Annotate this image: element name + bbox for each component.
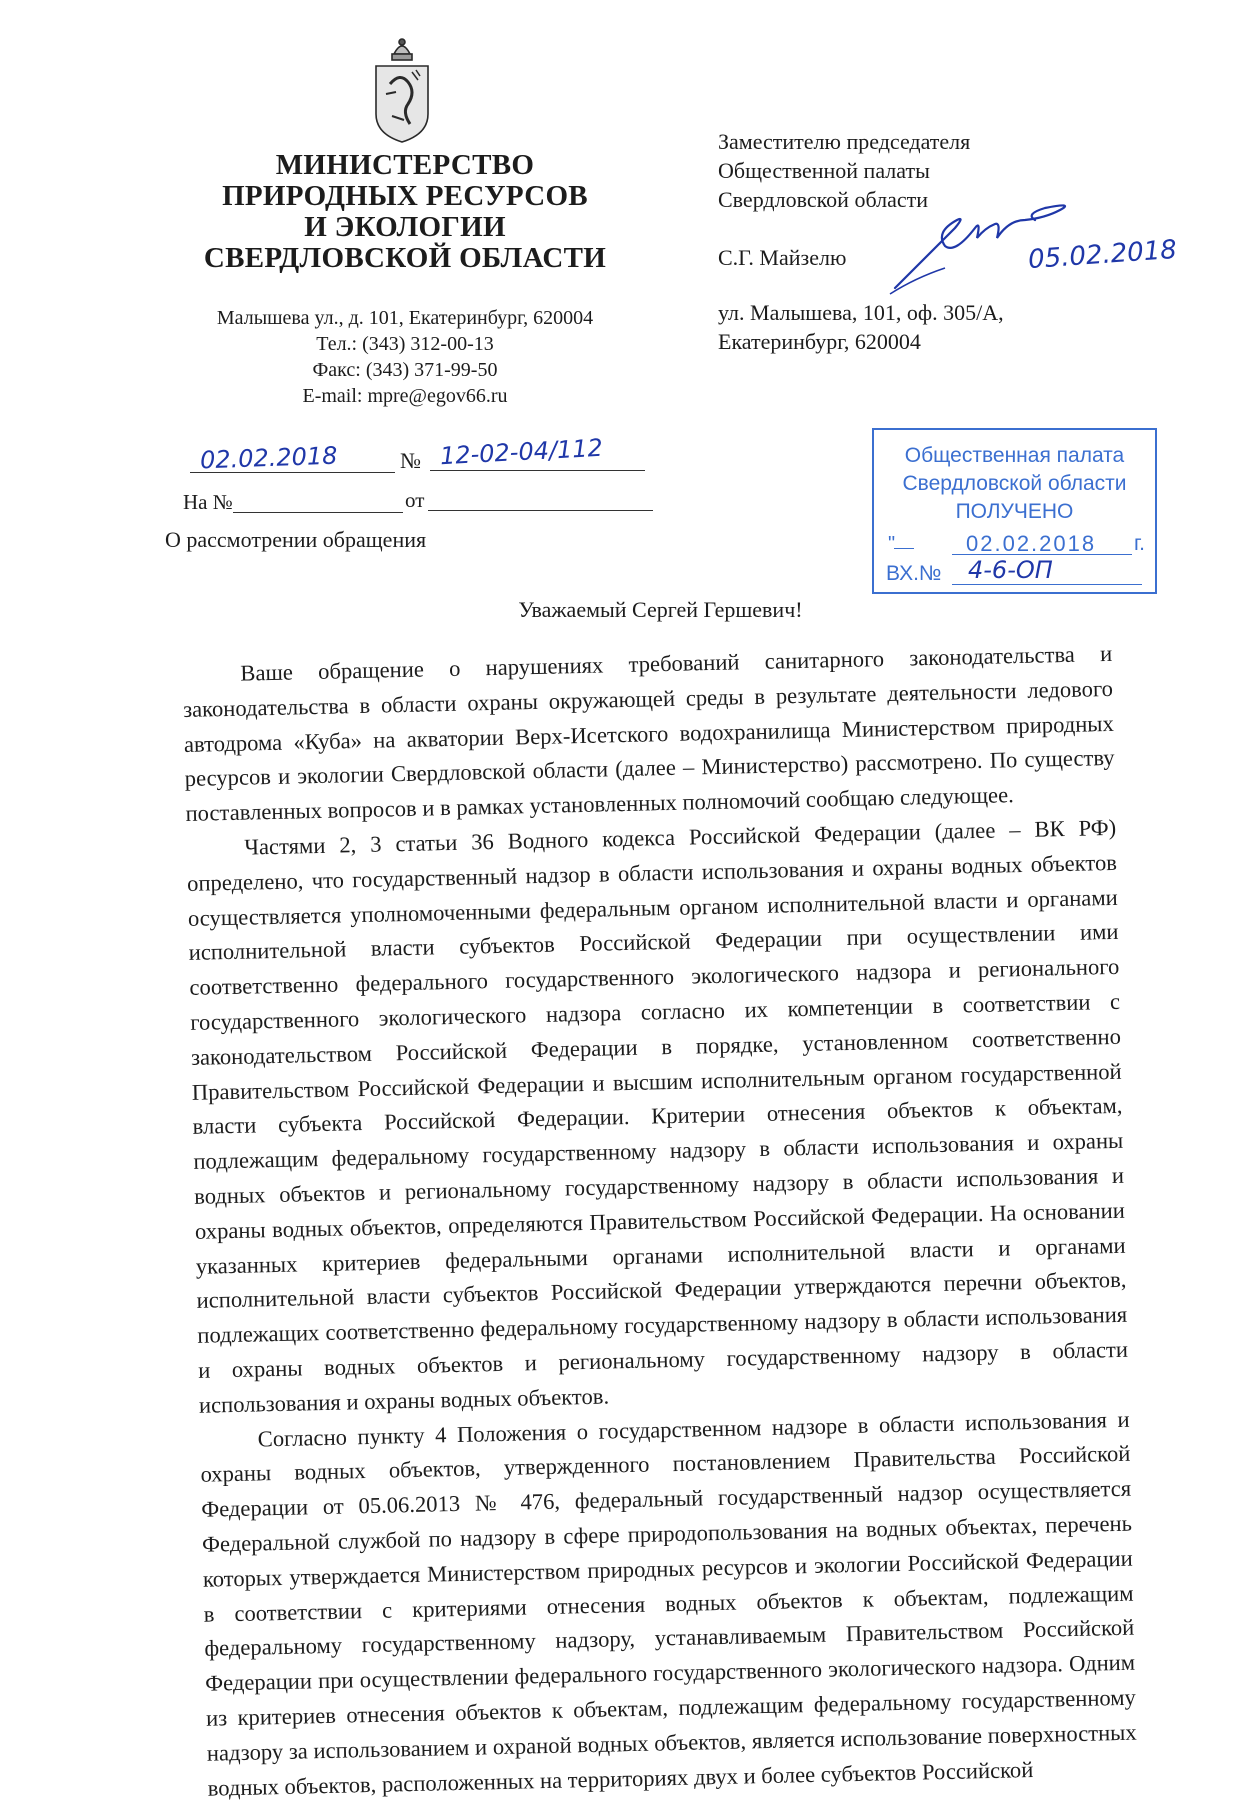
addressee-address-line: Екатеринбург, 620004 xyxy=(718,329,921,354)
letter-body xyxy=(182,637,1138,1806)
outgoing-number: 12-02-04/112 xyxy=(439,433,604,471)
ministry-fax: Факс: (343) 371-99-50 xyxy=(312,359,498,381)
reference-date-blank xyxy=(428,510,653,511)
stamp-incoming-number: 4-6-ОП xyxy=(968,556,1053,584)
stamp-incoming-row xyxy=(886,556,1146,588)
letter-subject: О рассмотрении обращения xyxy=(165,527,427,552)
greeting: Уважаемый Сергей Гершевич! xyxy=(518,597,803,622)
addressee-line: Заместителю председателя xyxy=(718,129,971,154)
stamp-line: Свердловской области xyxy=(902,472,1127,495)
body-paragraph: Ваше обращение о нарушениях требований санитарного законодательства и законодательства в области охраны окружающей среды в результате деятельности ледового автодрома «Куба» на акватории Верх-Исетского водохранилища Министерством природных ресурсов и экологии Свердловской области (далее – Министерство) рассмотрено. По существу поставленных вопросов и в рамках установленных полномочий сообщаю следующее. xyxy=(182,640,1115,827)
reference-row xyxy=(183,490,663,520)
outgoing-date: 02.02.2018 xyxy=(199,441,338,475)
coat-of-arms-emblem xyxy=(372,34,432,146)
addressee-line: Общественной палаты xyxy=(718,158,930,183)
ministry-name xyxy=(180,150,630,274)
ministry-line: И ЭКОЛОГИИ xyxy=(304,211,506,243)
addressee-name: С.Г. Майзелю xyxy=(718,245,847,270)
outgoing-number-row xyxy=(190,433,660,476)
stamp-line: Общественная палата xyxy=(904,444,1125,467)
date-underline xyxy=(190,472,395,473)
number-underline xyxy=(430,470,645,471)
stamp-line: ПОЛУЧЕНО xyxy=(955,500,1074,523)
stamp-incoming-label: ВХ.№ xyxy=(886,562,942,585)
ministry-line: ПРИРОДНЫХ РЕСУРСОВ xyxy=(222,180,588,212)
addressee-address-line: ул. Малышева, 101, оф. 305/А, xyxy=(718,300,1004,325)
ministry-address: Малышева ул., д. 101, Екатеринбург, 620004 xyxy=(216,307,594,329)
stamp-date: 02.02.2018 xyxy=(966,531,1097,556)
ministry-contacts xyxy=(180,305,630,409)
addressee-line: Свердловской области xyxy=(718,187,928,212)
received-stamp xyxy=(872,428,1157,594)
stamp-day-blank xyxy=(894,548,914,549)
reference-number-label: На № xyxy=(183,490,233,514)
body-paragraph: Частями 2, 3 статьи 36 Водного кодекса Российской Федерации (далее – ВК РФ) определено, что государственный надзор в области использования и охраны водных объектов осуществляется уполномоченными федеральным органом исполнительной власти и органами исполнительной власти субъектов Российской Федерации при осуществлении ими соответственно федерального государственного экологического надзора и регионального государственного экологического надзора согласно их компетенции в соответствии с законодательством Российской Федерации в порядке, установленном соответственно Правительством Российской Федерации и высшим исполнительным органом государственной власти субъекта Российской Федерации. Критерии отнесения объектов к объектам, подлежащим федеральному государственному надзору в области использования и охраны водных объектов и региональному государственному надзору в области использования и охраны водных объектов, определяются Правительством Российской Федерации. На основании указанных критериев федеральными органами исполнительной власти и органами исполнительной власти субъектов Российской Федерации утверждаются перечни объектов, подлежащих соответственно федеральному государственному надзору в области использования и охраны водных объектов и региональному государственному надзору в области использования и охраны водных объектов. xyxy=(186,814,1129,1418)
ministry-line: СВЕРДЛОВСКОЙ ОБЛАСТИ xyxy=(203,242,607,274)
stamp-quote: " xyxy=(888,533,896,555)
stamp-year-suffix: г. xyxy=(1134,532,1145,555)
handwritten-receipt-date: 05.02.2018 xyxy=(1027,234,1178,276)
reference-date-label: от xyxy=(405,488,425,512)
reference-number-blank xyxy=(233,512,403,513)
ministry-phone: Тел.: (343) 312-00-13 xyxy=(316,333,494,355)
ministry-email: E-mail: mpre@egov66.ru xyxy=(302,385,508,407)
stamp-incoming-underline xyxy=(952,584,1142,585)
number-sign: № xyxy=(400,448,421,473)
stamp-date-underline xyxy=(952,554,1132,555)
body-paragraph: Согласно пункту 4 Положения о государственном надзоре в области использования и охраны водных объектов, утвержденного постановлением Правительства Российской Федерации от 05.06.2013 № 476, федеральный государственный надзор осуществляется Федеральной службой по надзору в сфере природопользования на водных объектах, перечень которых утверждается Министерством природных ресурсов и экологии Российской Федерации в соответствии с критериями отнесения водных объектов к объектам, подлежащим федеральному государственному надзору, устанавливаемым Правительством Российской Федерации при осуществлении федерального государственного экологического надзора. Одним из критериев отнесения объектов к объектам, подлежащим федеральному государственному надзору за использованием и охраной водных объектов, является использование поверхностных водных объектов, расположенных на территориях двух и более субъектов Российской xyxy=(200,1406,1137,1801)
ministry-line: МИНИСТЕРСТВО xyxy=(275,149,535,181)
